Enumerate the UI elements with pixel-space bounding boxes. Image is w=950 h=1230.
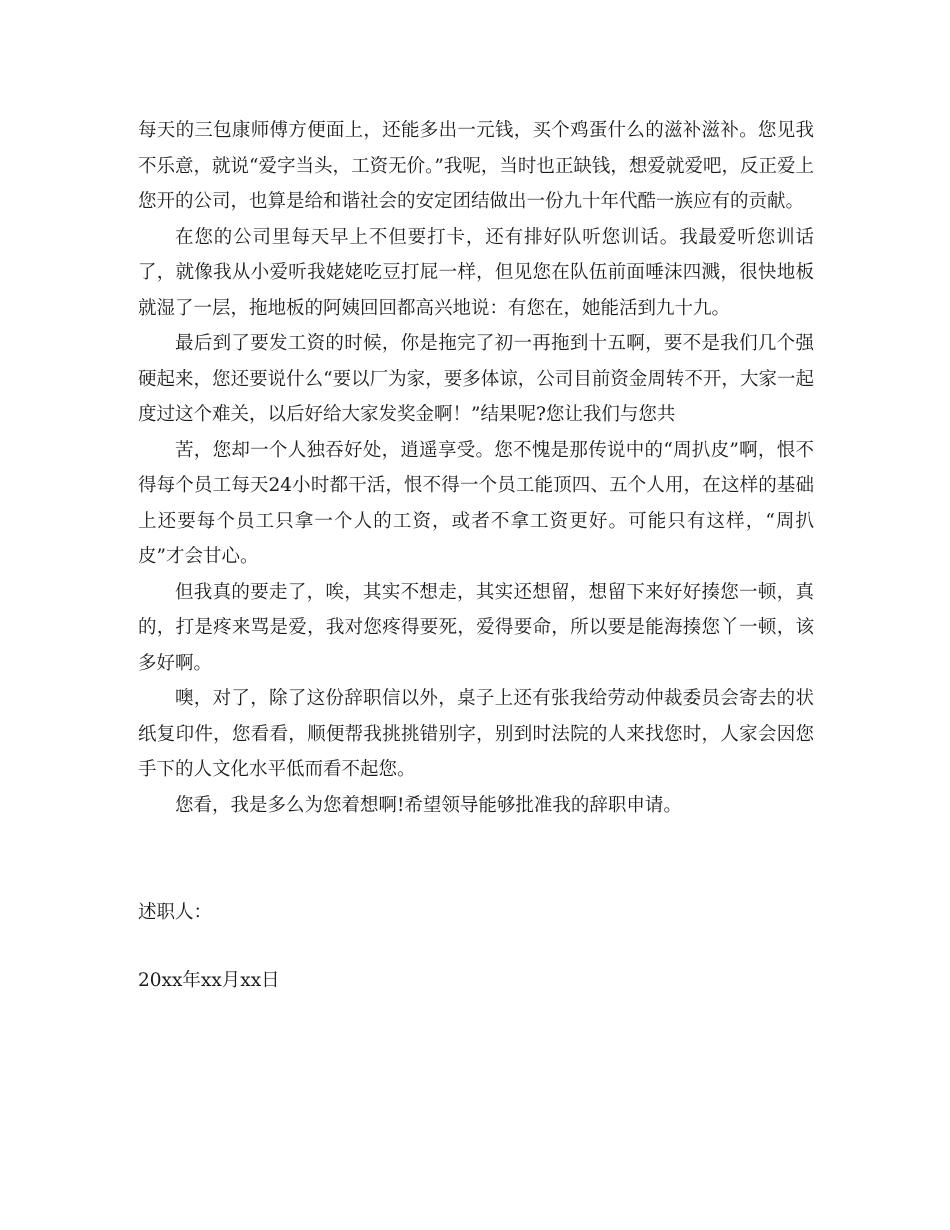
letter-date: 20xx年xx月xx日 (138, 970, 280, 991)
letter-body (138, 113, 814, 823)
signer-label: 述职人： (138, 902, 213, 923)
letter-paragraph: 每天的三包康师傅方便面上，还能多出一元钱，买个鸡蛋什么的滋补滋补。您见我不乐意，就说“爱字当头，工资无价。”我呢，当时也正缺钱，想爱就爱吧，反正爱上您开的公司，也算是给和谐社会的安定团结做出一份九十年代酷一族应有的贡献。 (138, 120, 814, 212)
letter-paragraph: 但我真的要走了，唉，其实不想走，其实还想留，想留下来好好揍您一顿，真的，打是疼来骂是爱，我对您疼得要死，爱得要命，所以要是能海揍您丫一顿，该多好啊。 (138, 581, 814, 674)
letter-paragraph: 在您的公司里每天早上不但要打卡，还有排好队听您训话。我最爱听您训话了，就像我从小爱听我姥姥吃豆打屁一样，但见您在队伍前面唾沫四溅，很快地板就湿了一层，拖地板的阿姨回回都高兴地说：有您在，她能活到九十九。 (138, 226, 814, 319)
letter-paragraph: 苦，您却一个人独吞好处，逍遥享受。您不愧是那传说中的“周扒皮”啊，恨不得每个员工每天24小时都干活，恨不得一个员工能顶四、五个人用，在这样的基础上还要每个员工只拿一个人的工资，或者不拿工资更好。可能只有这样，“周扒皮”才会甘心。 (138, 439, 814, 567)
letter-paragraph: 噢，对了，除了这份辞职信以外，桌子上还有张我给劳动仲裁委员会寄去的状纸复印件，您看看，顺便帮我挑挑错别字，别到时法院的人来找您时，人家会因您手下的人文化水平低而看不起您。 (138, 688, 814, 780)
letter-paragraph: 您看，我是多么为您着想啊!希望领导能够批准我的辞职申请。 (175, 794, 682, 816)
letter-paragraph: 最后到了要发工资的时候，你是拖完了初一再拖到十五啊，要不是我们几个强硬起来，您还要说什么“要以厂为家，要多体谅，公司目前资金周转不开，大家一起度过这个难关，以后好给大家发奖金啊！”结果呢?您让我们与您共 (138, 333, 814, 425)
